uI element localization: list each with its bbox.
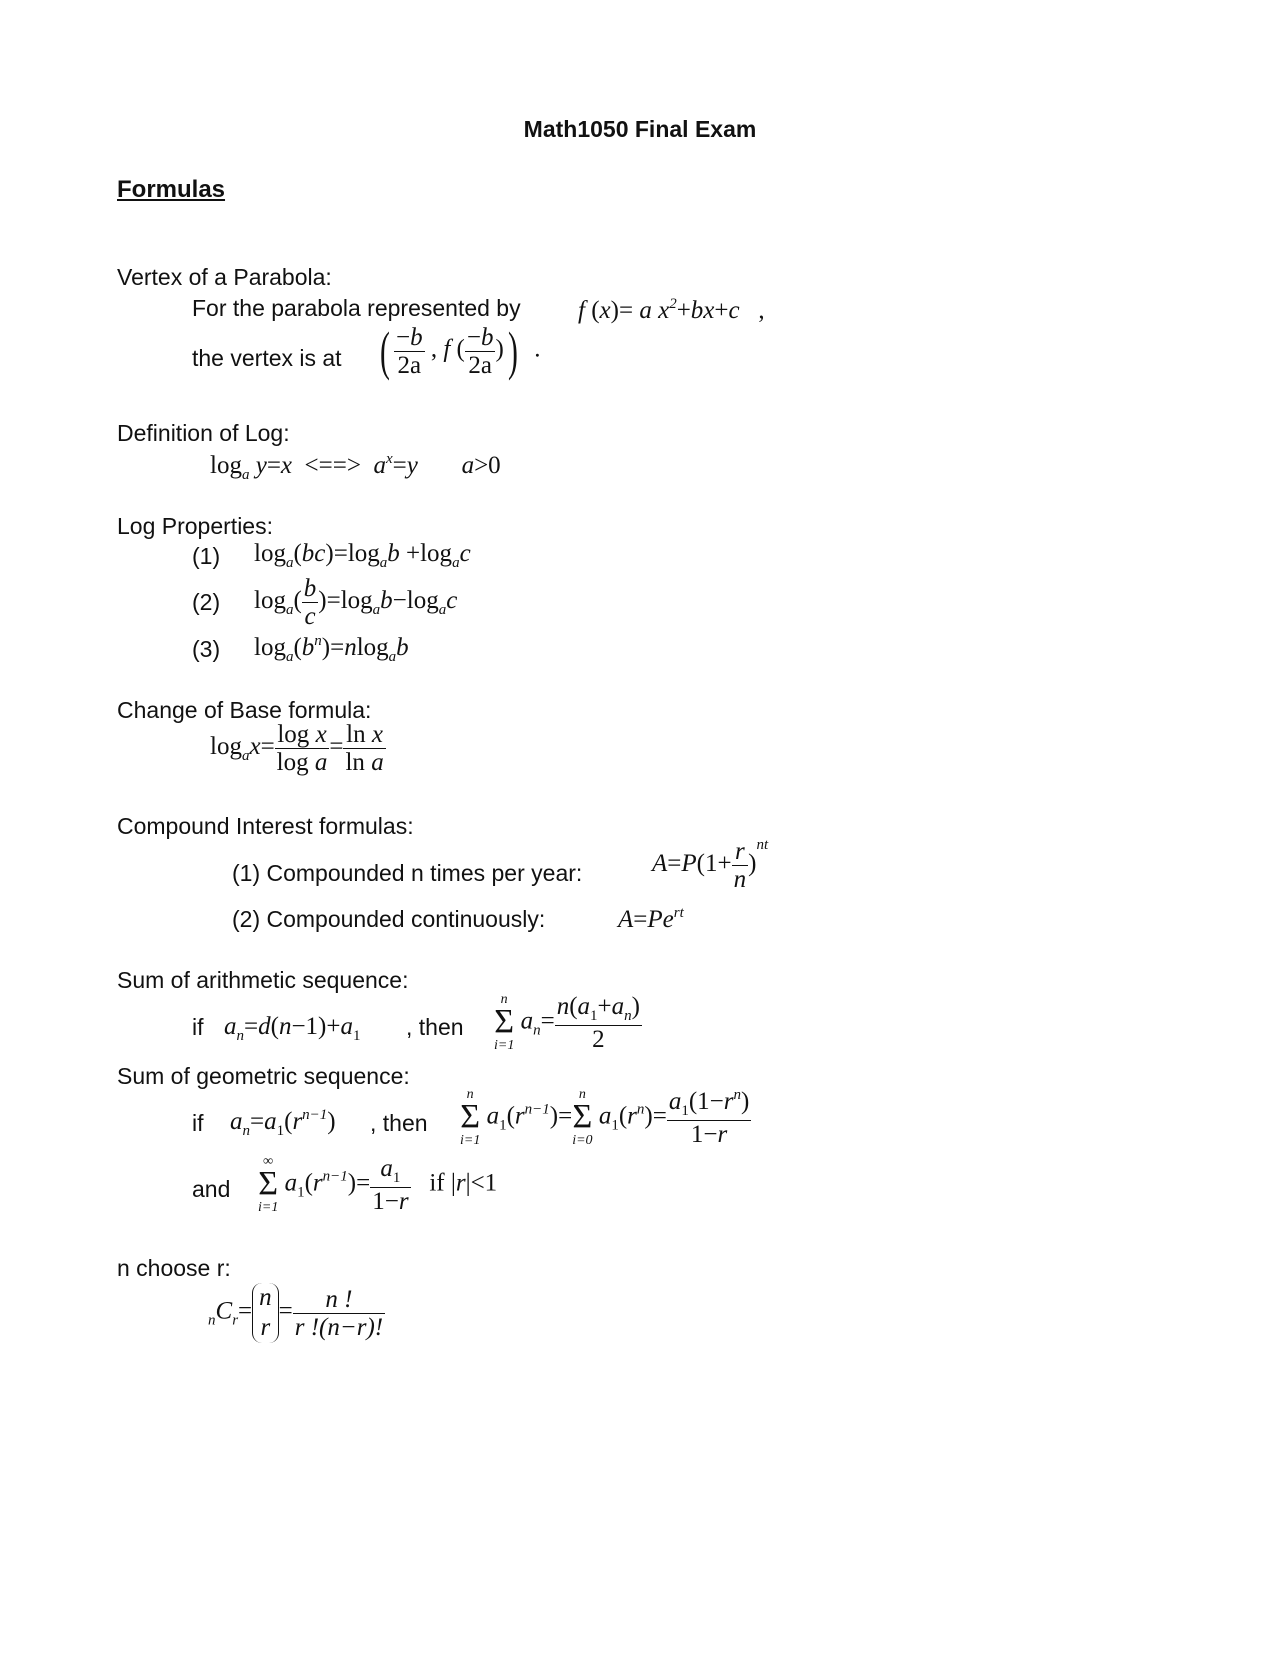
- geom-if: if: [192, 1110, 204, 1136]
- arith-then: , then: [406, 1014, 464, 1040]
- arith-label: Sum of arithmetic sequence:: [117, 967, 409, 993]
- log-prop-2-num: (2): [192, 589, 221, 615]
- geom-infinite-formula: ∞ Σ i=1 $a_1(r^{n-1})=$ $\frac{a_1}{1-r}$ if |r|<1: [258, 1154, 498, 1215]
- vertex-line2: the vertex is at: [192, 345, 342, 371]
- vertex-label: Vertex of a Parabola:: [117, 264, 332, 290]
- compound-item-2: (2) Compounded continuously:: [232, 906, 546, 932]
- compound-formula-2: $A=Pe^{rt}$: [618, 905, 684, 933]
- arith-if: if: [192, 1014, 204, 1040]
- geom-term-formula: $a_n=a_1(r^{n-1})$: [230, 1107, 336, 1139]
- geom-sum-formula: n Σ i=1 $a_1(r^{n-1})=$ n Σ i=0 $a_1(r^n)=$ $\frac{a_1(1-r^n)}{1-r}$: [460, 1087, 750, 1149]
- log-prop-3: $\log_a(b^n)=nlog_ab$: [254, 633, 409, 665]
- page-title: Math1050 Final Exam: [523, 116, 757, 142]
- geom-then: , then: [370, 1110, 428, 1136]
- log-prop-3-num: (3): [192, 636, 221, 662]
- change-base-formula: $\log_ax=$ $\frac{\text{log x}}{\text{log a}}$ = $\frac{\text{ln x}}{\text{ln a}}$: [210, 721, 384, 776]
- compound-label: Compound Interest formulas:: [117, 813, 414, 839]
- log-def-formula: $\log_a y=x$ <==> $a^x=y$ a>0: [210, 451, 501, 483]
- section-heading: Formulas: [117, 176, 226, 203]
- parabola-formula: f (x)= a $x^2+bx+c$ ,: [578, 296, 765, 324]
- vertex-line1: For the parabola represented by: [192, 295, 521, 321]
- compound-item-1: (1) Compounded n times per year:: [232, 860, 583, 886]
- log-prop-2: $\log_a$( $\frac{b}{c}$ )$=\log_ab-\log_ac$: [254, 575, 458, 630]
- log-props-label: Log Properties:: [117, 513, 273, 539]
- arith-sum-formula: n Σ i=1 $a_n=$ $\frac{n(a_1+a_n)}{2}$: [494, 992, 640, 1053]
- geom-label: Sum of geometric sequence:: [117, 1063, 410, 1089]
- choose-label: n choose r:: [117, 1255, 231, 1281]
- choose-formula: $_nC_r=$ n r = $\frac{n !}{r !(n-r)!}$: [208, 1284, 384, 1341]
- geom-and: and: [192, 1176, 231, 1202]
- log-prop-1: $\log_a(bc)=\log_ab +\log_ac$: [254, 540, 471, 571]
- compound-formula-1: A=P(1+ $\frac{r}{n}$ )$^{nt}$: [652, 837, 769, 893]
- log-def-label: Definition of Log:: [117, 420, 290, 446]
- arith-term-formula: $a_n=d(n-1)+a_1$: [224, 1013, 361, 1044]
- vertex-formula: ( $\frac{-b}{2a}$ , f ( $\frac{-b}{2a}$ )) .: [380, 321, 541, 381]
- log-prop-1-num: (1): [192, 543, 221, 569]
- change-base-label: Change of Base formula:: [117, 697, 372, 723]
